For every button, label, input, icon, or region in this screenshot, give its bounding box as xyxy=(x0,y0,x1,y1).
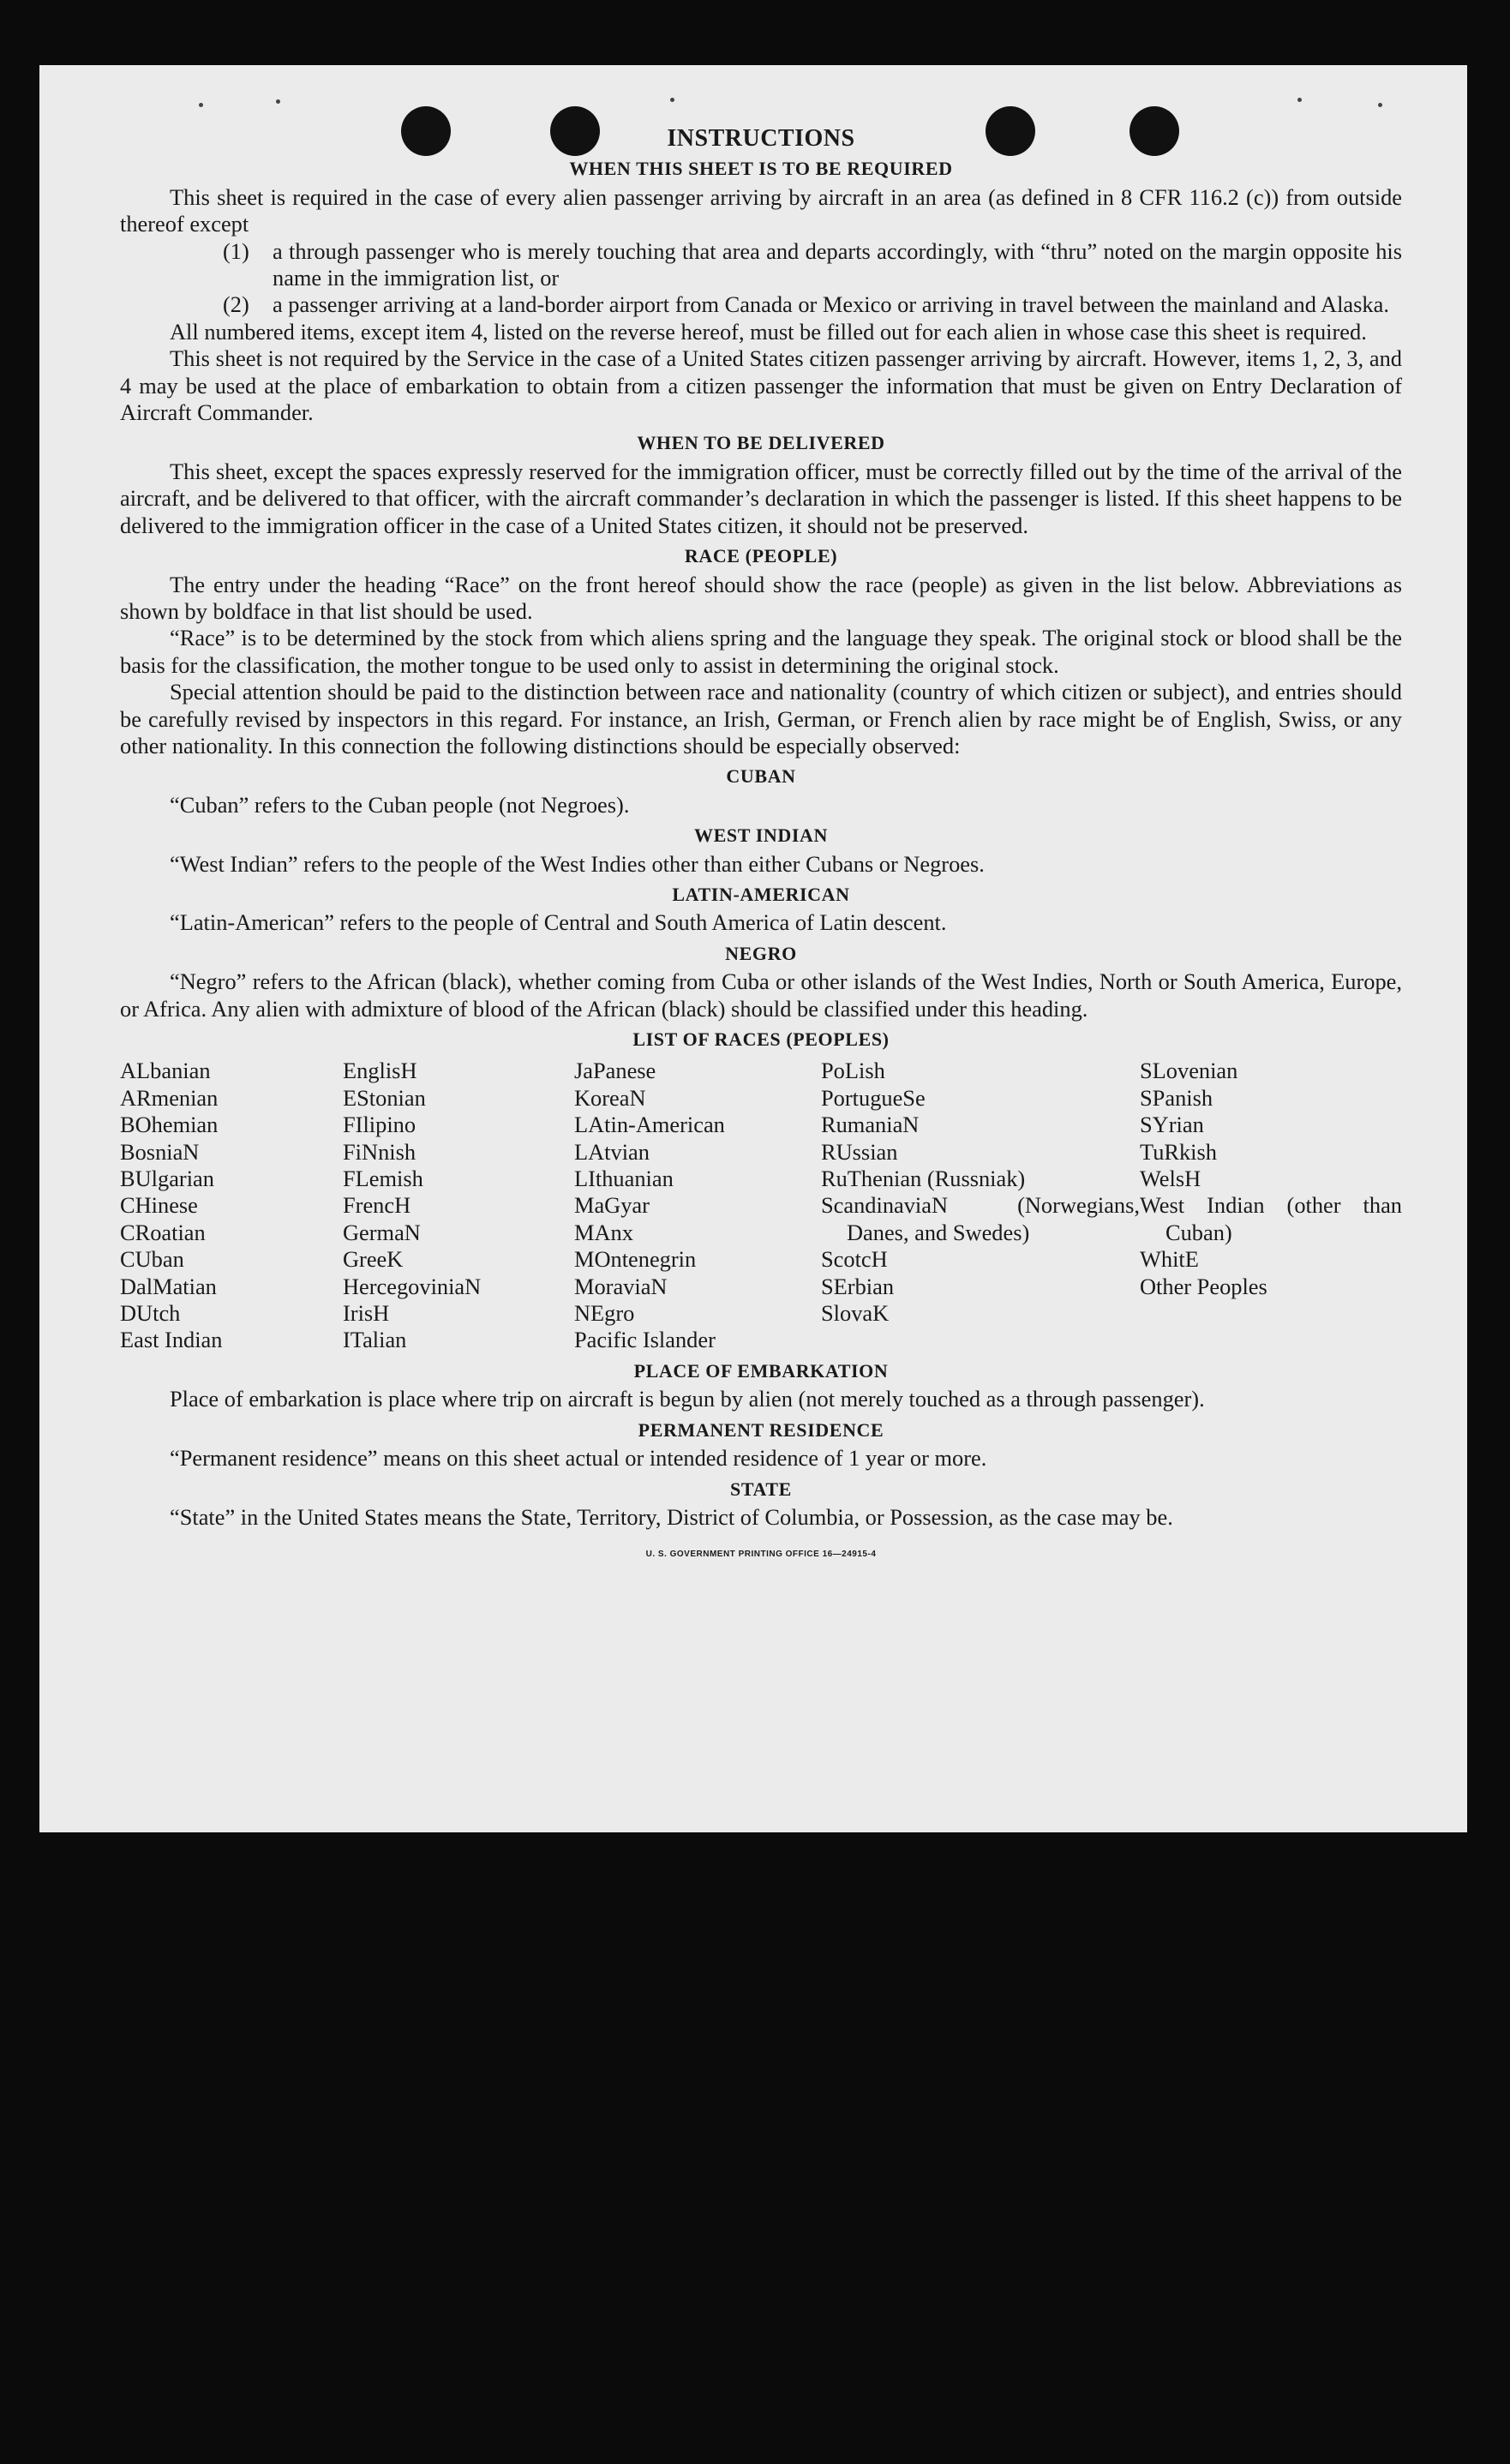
races-column xyxy=(821,1058,1140,1353)
heading-state: STATE xyxy=(730,1478,792,1500)
embarkation-p1: Place of embarkation is place where trip on aircraft is begun by alien (not merely touched as a through passenger). xyxy=(170,1386,1205,1412)
heading-west-indian: WEST INDIAN xyxy=(694,824,828,847)
race-entry: FIlipino xyxy=(343,1112,416,1138)
when-required-p2: All numbered items, except item 4, listed on the reverse hereof, must be filled out for each alien in whose case this sheet is required. xyxy=(170,318,1367,345)
race-entry: DUtch xyxy=(120,1300,181,1327)
page-title: INSTRUCTIONS xyxy=(667,125,855,152)
speck xyxy=(199,103,203,107)
races-column xyxy=(1140,1058,1402,1353)
race-entry: LAtin-American xyxy=(574,1112,725,1138)
race-entry: HercegoviniaN xyxy=(343,1273,482,1299)
races-column xyxy=(343,1058,574,1353)
race-entry: Other Peoples xyxy=(1140,1273,1267,1299)
heading-negro: NEGRO xyxy=(725,942,797,964)
race-p3: Special attention should be paid to the distinction between race and nationality (country of which citizen or subject), and entries should be carefully revised by inspectors in this regard. For instance, an Irish, German, or French alien by race might be of English, Swiss, or any other nationality. In this connection the following distinctions should be especially observed: xyxy=(120,679,1402,758)
printing-office-footer: U. S. GOVERNMENT PRINTING OFFICE 16—24915-4 xyxy=(645,1550,877,1560)
exception-text: a through passenger who is merely touching that area and departs accordingly, with “thru” noted on the margin opposite his name in the immigration list, or xyxy=(273,237,1402,291)
race-entry: ALbanian xyxy=(120,1058,211,1084)
heading-when-required: WHEN THIS SHEET IS TO BE REQUIRED xyxy=(569,158,953,180)
race-entry: SErbian xyxy=(821,1273,895,1299)
race-entry: RumaniaN xyxy=(821,1112,920,1138)
punch-hole xyxy=(401,106,451,156)
race-entry: WelsH xyxy=(1140,1166,1201,1192)
race-entry: LAtvian xyxy=(574,1138,650,1165)
race-entry: BOhemian xyxy=(120,1112,219,1138)
race-entry: Pacific Islander xyxy=(574,1327,716,1353)
heading-race: RACE (PEOPLE) xyxy=(684,545,838,567)
race-entry: CUban xyxy=(120,1246,184,1273)
punch-hole xyxy=(1130,106,1179,156)
exception-number: (1) xyxy=(223,237,249,264)
races-column xyxy=(120,1058,343,1353)
exception-number: (2) xyxy=(223,291,249,318)
heading-embarkation: PLACE OF EMBARKATION xyxy=(633,1359,889,1382)
residence-p1: “Permanent residence” means on this sheet actual or intended residence of 1 year or more. xyxy=(170,1445,987,1472)
race-entry: FrencH xyxy=(343,1192,411,1219)
race-entry: BUlgarian xyxy=(120,1166,214,1192)
race-entry: FLemish xyxy=(343,1166,423,1192)
speck xyxy=(670,98,674,102)
heading-permanent-residence: PERMANENT RESIDENCE xyxy=(638,1418,884,1441)
race-entry: FiNnish xyxy=(343,1138,416,1165)
race-entry: MAnx xyxy=(574,1219,633,1245)
race-entry: MaGyar xyxy=(574,1192,650,1219)
race-entry: CRoatian xyxy=(120,1219,206,1245)
exception-item xyxy=(223,238,1402,292)
race-entry: East Indian xyxy=(120,1327,223,1353)
west-indian-p1: “West Indian” refers to the people of the West Indies other than either Cubans or Negroes. xyxy=(170,850,985,877)
exception-text: a passenger arriving at a land-border airport from Canada or Mexico or arriving in travel between the mainland and Alaska. xyxy=(273,291,1389,318)
heading-when-delivered: WHEN TO BE DELIVERED xyxy=(637,432,885,454)
race-entry: PoLish xyxy=(821,1058,885,1084)
races-list xyxy=(120,1058,1402,1353)
speck xyxy=(1378,103,1382,107)
race-entry: IrisH xyxy=(343,1300,390,1327)
race-entry: MoraviaN xyxy=(574,1273,668,1299)
race-entry: SPanish xyxy=(1140,1084,1213,1111)
race-entry: TuRkish xyxy=(1140,1138,1217,1165)
punch-hole xyxy=(986,106,1035,156)
race-entry: KoreaN xyxy=(574,1084,646,1111)
race-entry: JaPanese xyxy=(574,1058,656,1084)
races-column xyxy=(574,1058,821,1353)
race-entry: WhitE xyxy=(1140,1246,1199,1273)
speck xyxy=(1297,98,1302,102)
race-entry: ScotcH xyxy=(821,1246,888,1273)
race-entry: NEgro xyxy=(574,1300,635,1327)
race-entry: MOntenegrin xyxy=(574,1246,697,1273)
when-required-p3: This sheet is not required by the Service in the case of a United States citizen passenger arriving by aircraft. However, items 1, 2, 3, and 4 may be used at the place of embarkation to obtain from a citizen passenger the information that must be given on Entry Declaration of Aircraft Commander. xyxy=(120,345,1402,426)
race-entry: ITalian xyxy=(343,1327,407,1353)
race-entry: EStonian xyxy=(343,1084,426,1111)
race-entry: RUssian xyxy=(821,1138,898,1165)
cuban-p1: “Cuban” refers to the Cuban people (not Negroes). xyxy=(170,791,630,818)
race-entry: West Indian (other than Cuban) xyxy=(1140,1192,1402,1245)
race-entry: SLovenian xyxy=(1140,1058,1238,1084)
race-entry: CHinese xyxy=(120,1192,198,1219)
race-entry: PortugueSe xyxy=(821,1084,926,1111)
race-entry: ScandinaviaN (Norwegians, Danes, and Swedes) xyxy=(821,1192,1140,1245)
race-entry: DalMatian xyxy=(120,1273,217,1299)
punch-hole xyxy=(550,106,600,156)
race-p2: “Race” is to be determined by the stock from which aliens spring and the language they speak. The original stock or blood shall be the basis for the classification, the mother tongue to be used only to assist in determining the original stock. xyxy=(120,625,1402,678)
race-entry: RuThenian (Russniak) xyxy=(821,1166,1026,1192)
race-entry: SlovaK xyxy=(821,1300,890,1327)
heading-cuban: CUBAN xyxy=(726,765,796,788)
instruction-sheet xyxy=(39,65,1467,1832)
heading-list-of-races: LIST OF RACES (PEOPLES) xyxy=(632,1028,890,1050)
negro-p1: “Negro” refers to the African (black), whether coming from Cuba or other islands of the West Indies, North or South America, Europe, or Africa. Any alien with admixture of blood of the African (black) should be classified under this heading. xyxy=(120,968,1402,1022)
exception-item xyxy=(223,291,1402,318)
when-delivered-p1: This sheet, except the spaces expressly reserved for the immigration officer, must be correctly filled out by the time of the arrival of the aircraft, and be delivered to that officer, with the aircraft commander’s declaration in which the passenger is listed. If this sheet happens to be delivered to the immigration officer in the case of a United States citizen, it should not be preserved. xyxy=(120,458,1402,538)
speck xyxy=(276,99,280,104)
when-required-intro: This sheet is required in the case of every alien passenger arriving by aircraft in an area (as defined in 8 CFR 116.2 (c)) from outside thereof except xyxy=(120,183,1402,237)
latin-american-p1: “Latin-American” refers to the people of Central and South America of Latin descent. xyxy=(170,909,947,936)
race-p1: The entry under the heading “Race” on the front hereof should show the race (people) as given in the list below. Abbreviations as shown by boldface in that list should be used. xyxy=(120,571,1402,624)
heading-latin-american: LATIN-AMERICAN xyxy=(672,883,850,905)
state-p1: “State” in the United States means the State, Territory, District of Columbia, or Possession, as the case may be. xyxy=(170,1503,1173,1530)
race-entry: ARmenian xyxy=(120,1084,219,1111)
race-entry: GreeK xyxy=(343,1246,404,1273)
race-entry: SYrian xyxy=(1140,1112,1204,1138)
race-entry: LIthuanian xyxy=(574,1166,674,1192)
race-entry: EnglisH xyxy=(343,1058,417,1084)
race-entry: GermaN xyxy=(343,1219,421,1245)
race-entry: BosniaN xyxy=(120,1138,200,1165)
